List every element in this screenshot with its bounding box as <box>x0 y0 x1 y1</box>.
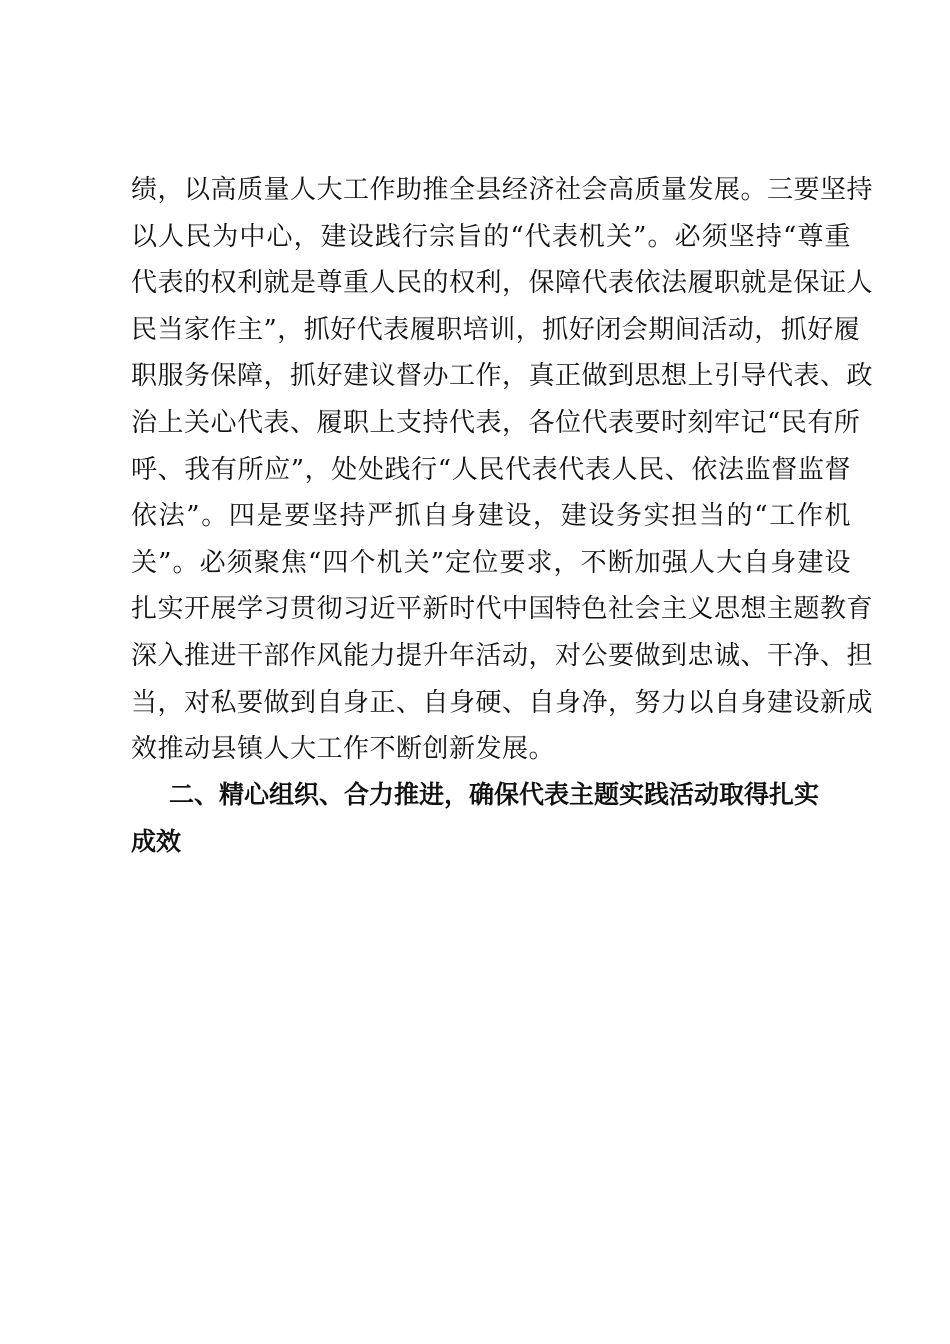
paragraph-line: 效推动县镇人大工作不断创新发展。 <box>131 734 556 765</box>
section-heading-line: 二、精心组织、合力推进，确保代表主题实践活动取得扎实 <box>169 780 820 809</box>
paragraph-line: 民当家作主”，抓好代表履职培训，抓好闭会期间活动，抓好履 <box>131 314 861 345</box>
paragraph-line: 深入推进干部作风能力提升年活动，对公要做到忠诚、干净、担 <box>131 640 874 671</box>
paragraph-line: 代表的权利就是尊重人民的权利，保障代表依法履职就是保证人 <box>131 268 874 299</box>
paragraph-line: 以人民为中心，建设践行宗旨的“代表机关”。必须坚持“尊重 <box>131 221 851 252</box>
paragraph-line: 绩，以高质量人大工作助推全县经济社会高质量发展。三要坚持 <box>131 175 874 205</box>
body-paragraph <box>131 167 874 773</box>
paragraph-line: 依法”。四是要坚持严抓自身建设，建设务实担当的“工作机 <box>131 501 851 532</box>
paragraph-line: 当，对私要做到自身正、自身硬、自身净，努力以自身建设新成 <box>131 687 874 718</box>
section-heading-line: 成效 <box>131 826 182 856</box>
paragraph-line: 扎实开展学习贯彻习近平新时代中国特色社会主义思想主题教育 <box>131 594 874 625</box>
section-heading <box>131 772 851 865</box>
paragraph-line: 呼、我有所应”，处处践行“人民代表代表人民、依法监督监督 <box>131 454 851 485</box>
paragraph-line: 职服务保障，抓好建议督办工作，真正做到思想上引导代表、政 <box>131 361 874 392</box>
paragraph-line: 治上关心代表、履职上支持代表，各位代表要时刻牢记“民有所 <box>131 407 861 438</box>
paragraph-line: 关”。必须聚焦“四个机关”定位要求，不断加强人大自身建设 <box>131 547 851 578</box>
